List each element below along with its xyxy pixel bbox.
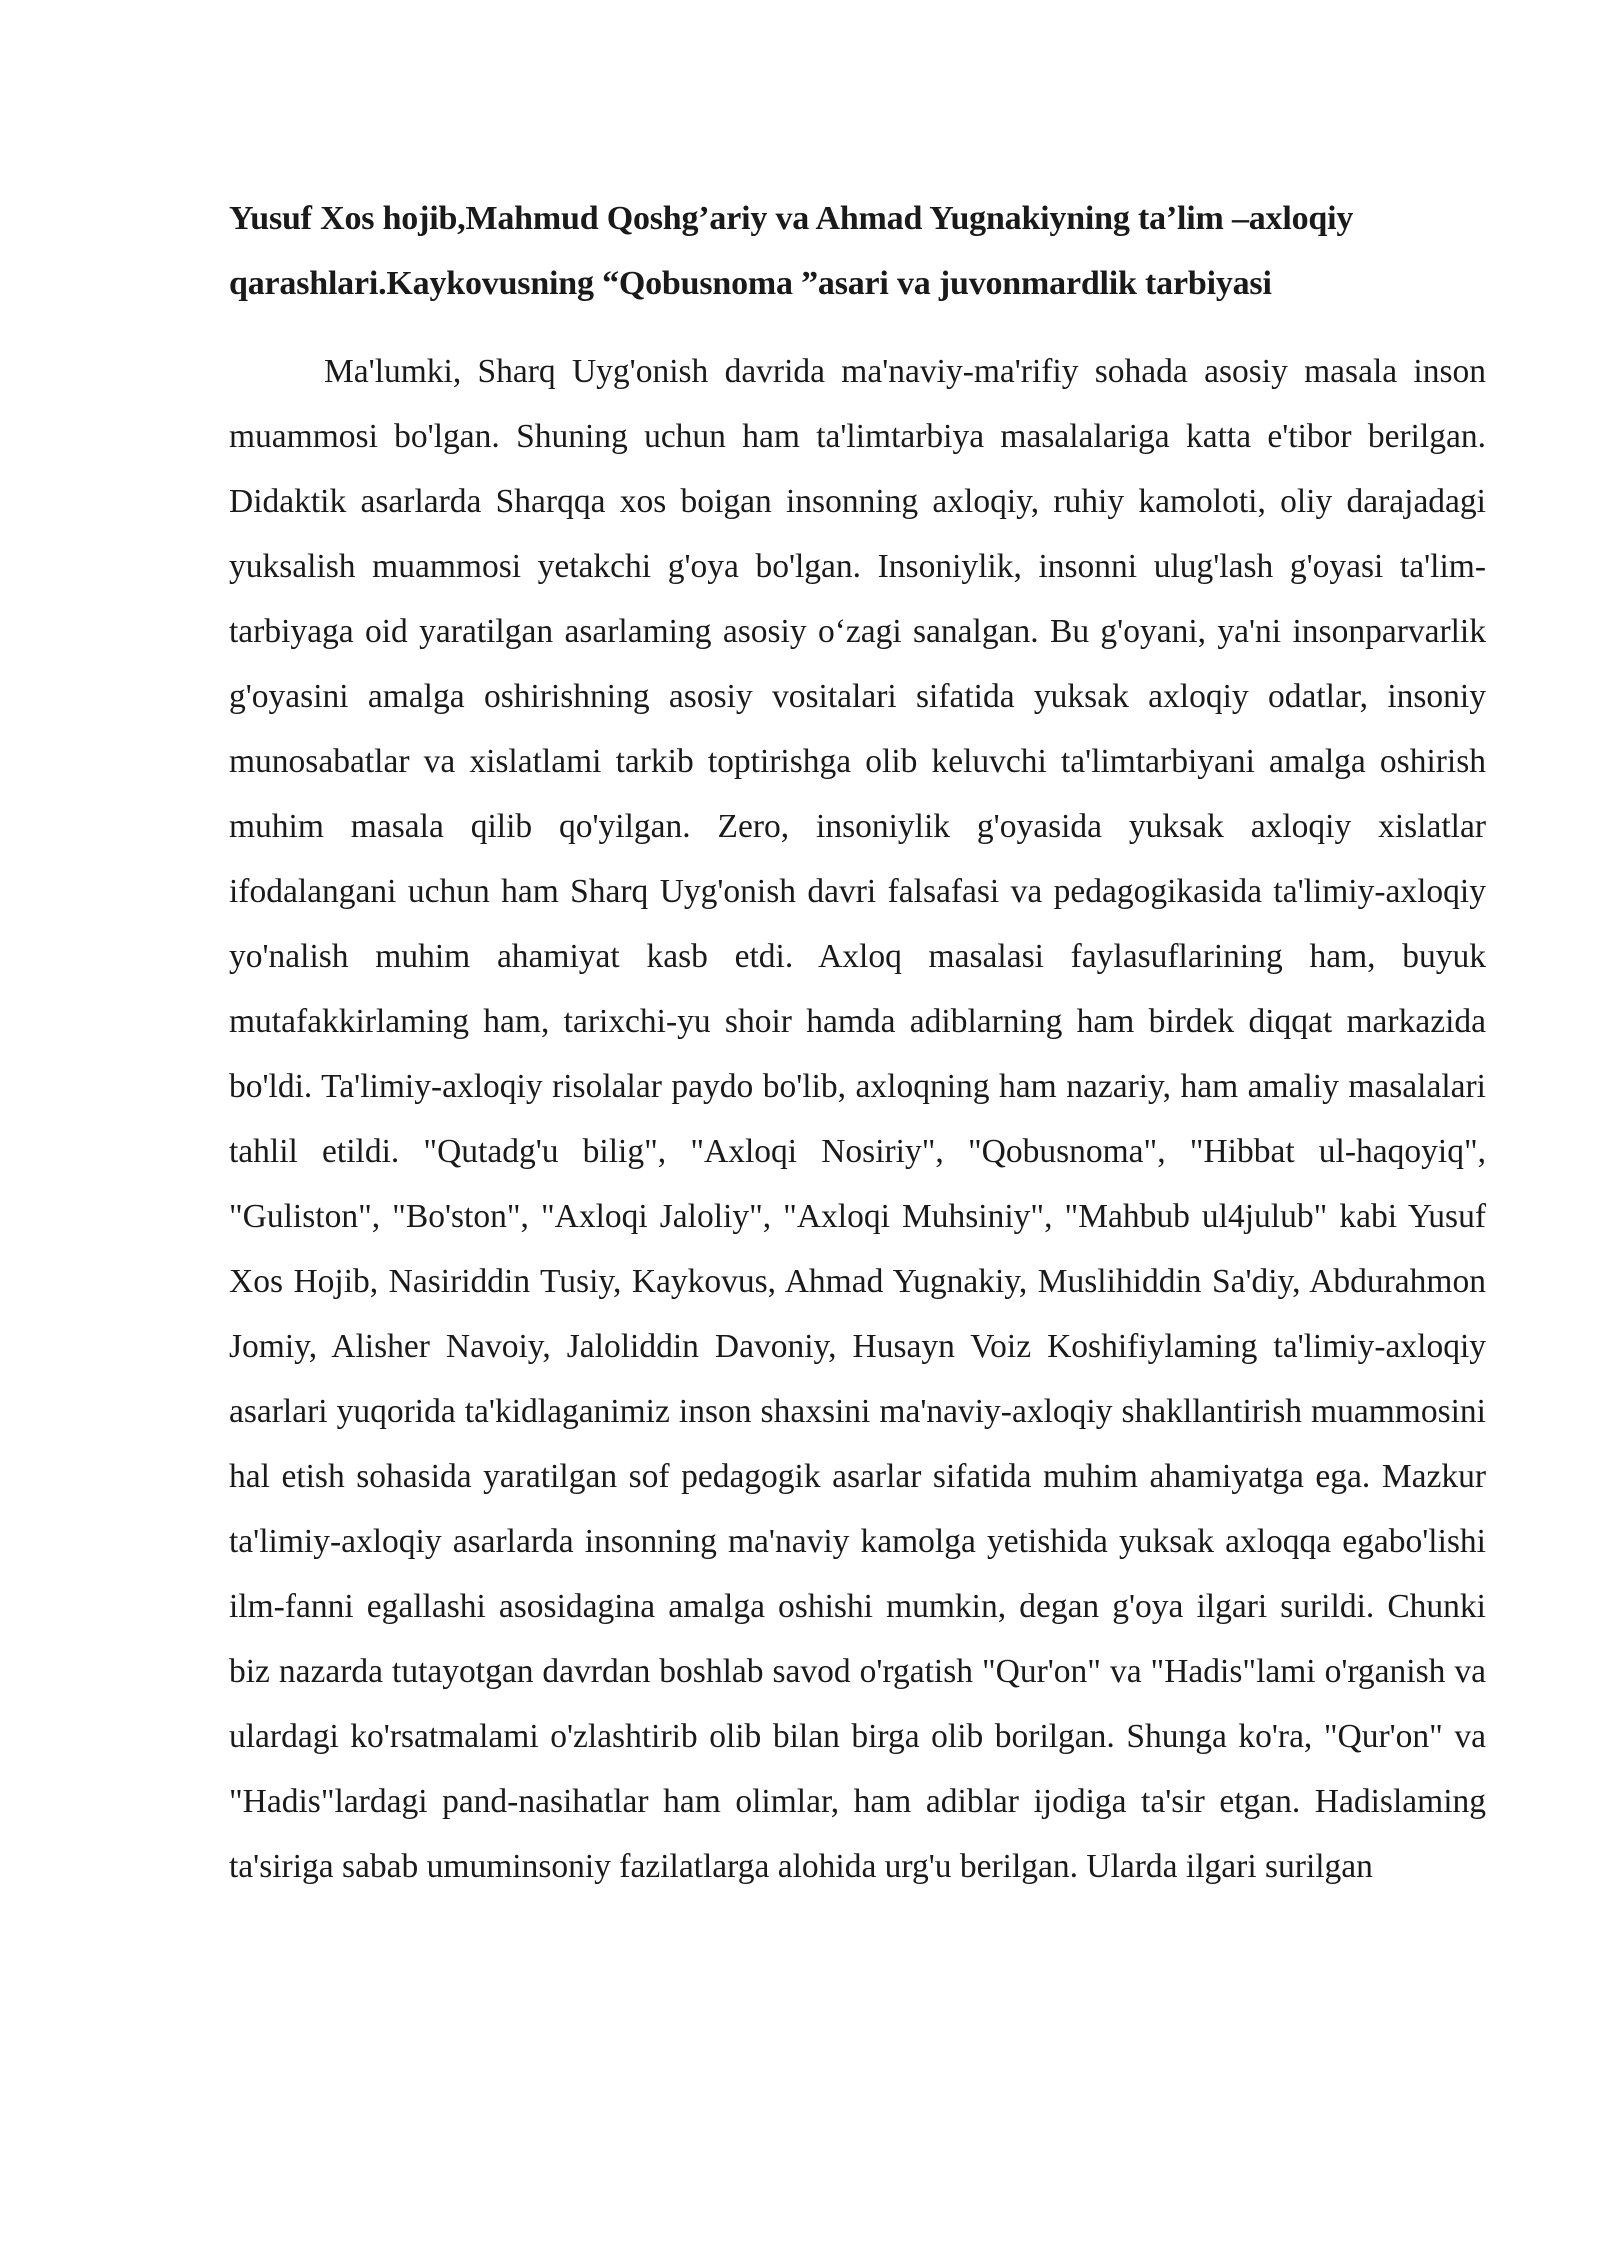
document-title: Yusuf Xos hojib,Mahmud Qoshg’ariy va Ahmad Yugnakiyning ta’lim –axloqiy qarashlari.Kaykovusning “Qobusnoma ”asari va juvonmardlik tarbiyasi (229, 200, 1354, 302)
document-page (229, 186, 1486, 1899)
body-paragraph: Ma'lumki, Sharq Uyg'onish davrida ma'naviy-ma'rifiy sohada asosiy masala inson muammosi bo'lgan. Shuning uchun ham ta'limtarbiya masalalariga katta e'tibor berilgan. Didaktik asarlarda Sharqqa xos boigan insonning axloqiy, ruhiy kamoloti, oliy darajadagi yuksalish muammosi yetakchi g'oya bo'lgan. Insoniylik, insonni ulug'lash g'oyasi ta'lim-tarbiyaga oid yaratilgan asarlaming asosiy o‘zagi sanalgan. Bu g'oyani, ya'ni insonparvarlik g'oyasini amalga oshirishning asosiy vositalari sifatida yuksak axloqiy odatlar, insoniy munosabatlar va xislatlami tarkib toptirishga olib keluvchi ta'limtarbiyani amalga oshirish muhim masala qilib qo'yilgan. Zero, insoniylik g'oyasida yuksak axloqiy xislatlar ifodalangani uchun ham Sharq Uyg'onish davri falsafasi va pedagogikasida ta'limiy-axloqiy yo'nalish muhim ahamiyat kasb etdi. Axloq masalasi faylasuflarining ham, buyuk mutafakkirlaming ham, tarixchi-yu shoir hamda adiblarning ham birdek diqqat markazida bo'ldi. Ta'limiy-axloqiy risolalar paydo bo'lib, axloqning ham nazariy, ham amaliy masalalari tahlil etildi. "Qutadg'u bilig", "Axloqi Nosiriy", "Qobusnoma", "Hibbat ul-haqoyiq", "Guliston", "Bo'ston", "Axloqi Jaloliy", "Axloqi Muhsiniy", "Mahbub ul4julub" kabi Yusuf Xos Hojib, Nasiriddin Tusiy, Kaykovus, Ahmad Yugnakiy, Muslihiddin Sa'diy, Abdurahmon Jomiy, Alisher Navoiy, Jaloliddin Davoniy, Husayn Voiz Koshifiylaming ta'limiy-axloqiy asarlari yuqorida ta'kidlaganimiz inson shaxsini ma'naviy-axloqiy shakllantirish muammosini hal etish sohasida yaratilgan sof pedagogik asarlar sifatida muhim ahamiyatga ega. Mazkur ta'limiy-axloqiy asarlarda insonning ma'naviy kamolga yetishida yuksak axloqqa egabo'lishi ilm-fanni egallashi asosidagina amalga oshishi mumkin, degan g'oya ilgari surildi. Chunki biz nazarda tutayotgan davrdan boshlab savod o'rgatish "Qur'on" va "Hadis"lami o'rganish va ulardagi ko'rsatmalami o'zlashtirib olib bilan birga olib borilgan. Shunga ko'ra, "Qur'on" va "Hadis"lardagi pand-nasihatlar ham olimlar, ham adiblar ijodiga ta'sir etgan. Hadislaming ta'siriga sabab umuminsoniy fazilatlarga alohida urg'u berilgan. Ularda ilgari surilgan (229, 353, 1486, 1885)
